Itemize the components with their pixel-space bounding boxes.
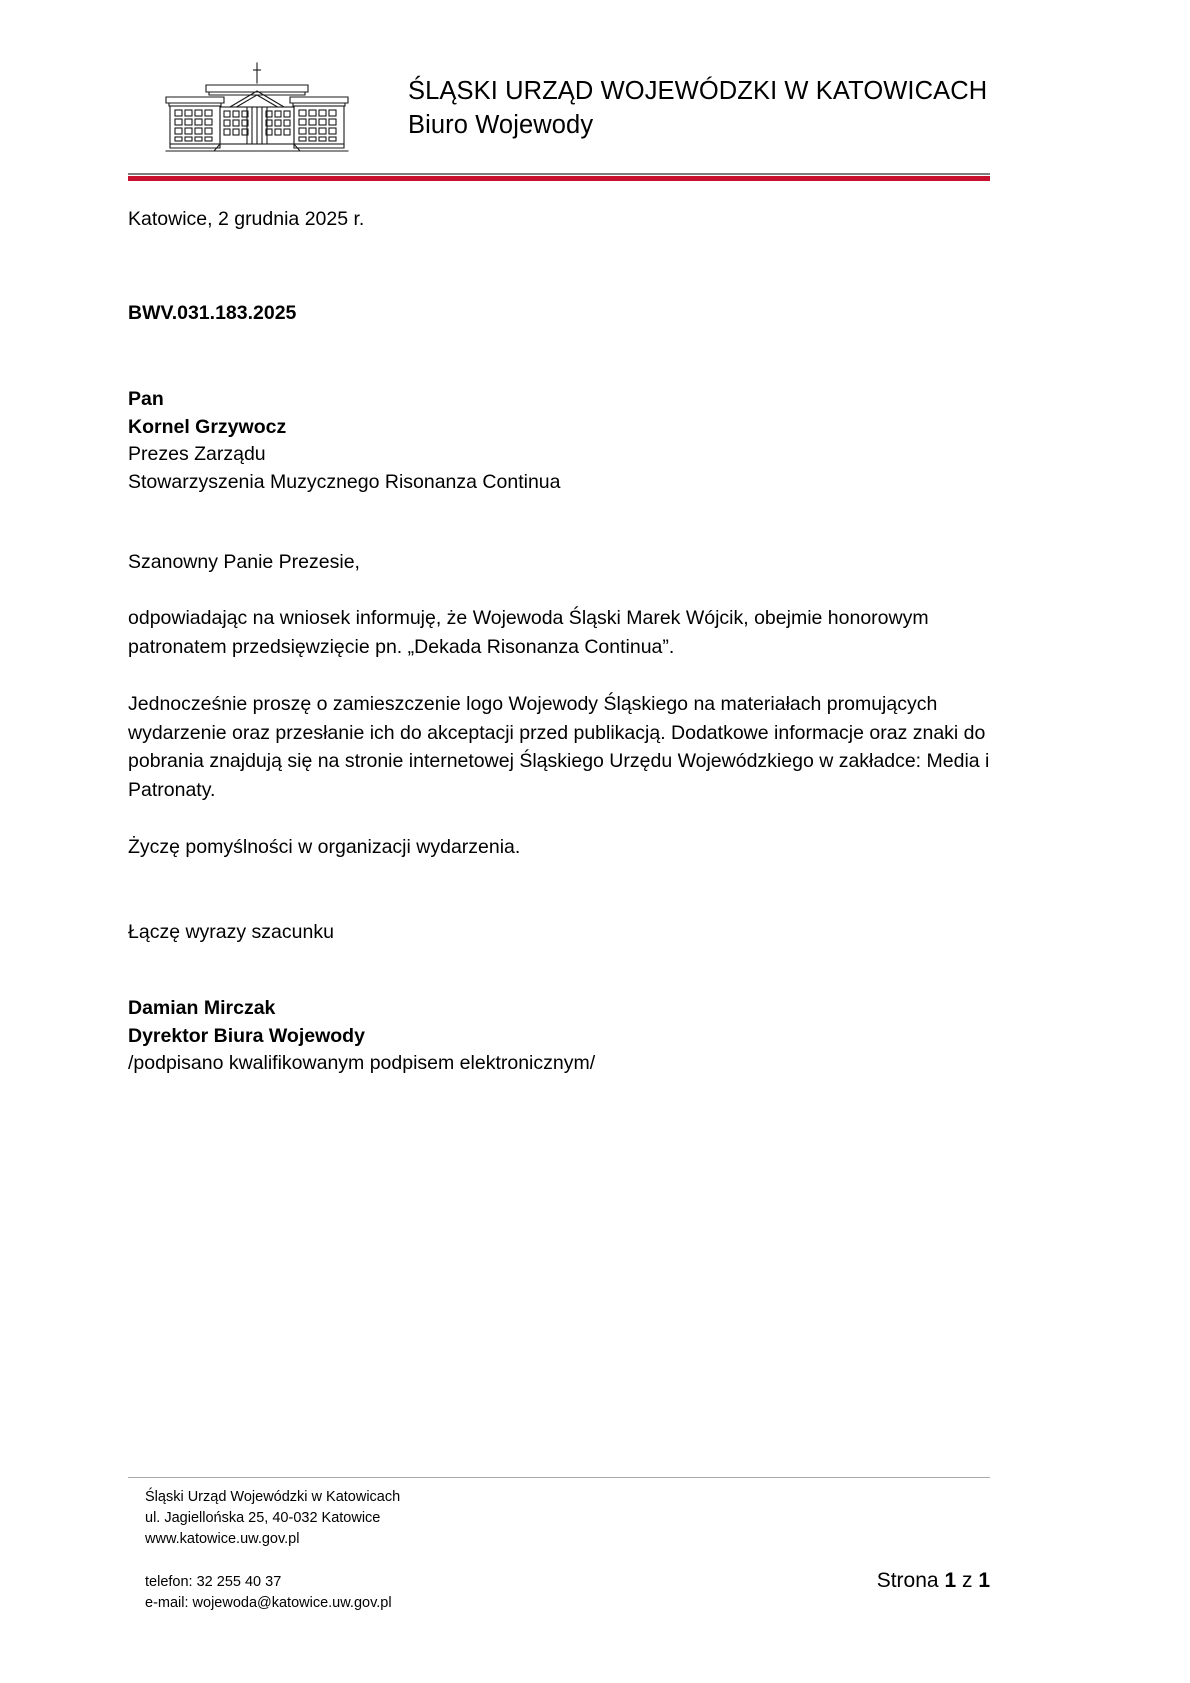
electronic-signature-note: /podpisano kwalifikowanym podpisem elektronicznym/ (128, 1052, 596, 1075)
body-paragraph-3: Życzę pomyślności w organizacji wydarzenia. (128, 836, 521, 859)
addressee-organization: Stowarzyszenia Muzycznego Risonanza Continua (128, 471, 561, 494)
body-paragraph-1: odpowiadając na wniosek informuję, że Wojewoda Śląski Marek Wójcik, obejmie honorowym patronatem przedsięwzięcie pn. „Dekada Risonanza Continua”. (128, 607, 929, 658)
footer-website[interactable]: www.katowice.uw.gov.pl (145, 1530, 300, 1547)
footer-email[interactable]: e-mail: wojewoda@katowice.uw.gov.pl (145, 1594, 392, 1611)
footer-contact (145, 1550, 990, 1614)
organization-block (368, 55, 987, 141)
organization-unit: Biuro Wojewody (408, 111, 594, 140)
place-and-date: Katowice, 2 grudnia 2025 r. (128, 208, 365, 230)
header-divider-red (128, 176, 990, 181)
signatory-name: Damian Mirczak (128, 997, 276, 1020)
letter-body (128, 206, 990, 1078)
footer-phone: telefon: 32 255 40 37 (145, 1573, 282, 1590)
page-total: 1 (978, 1569, 990, 1592)
government-building-icon (146, 61, 368, 157)
letterhead (128, 55, 990, 157)
salutation: Szanowny Panie Prezesie, (128, 550, 360, 573)
page-number (877, 1569, 990, 1593)
organization-name: ŚLĄSKI URZĄD WOJEWÓDZKI W KATOWICACH (408, 77, 988, 105)
closing-phrase: Łączę wyrazy szacunku (128, 920, 334, 943)
page-separator: z (961, 1569, 973, 1592)
signatory-title: Dyrektor Biura Wojewody (128, 1024, 365, 1047)
footer-address: ul. Jagiellońska 25, 40-032 Katowice (145, 1509, 381, 1526)
addressee-block (128, 326, 990, 497)
addressee-honorific: Pan (128, 388, 164, 411)
footer-divider (128, 1477, 990, 1478)
page-current: 1 (944, 1569, 957, 1592)
footer-office: Śląski Urząd Wojewódzki w Katowicach (145, 1489, 401, 1505)
signature-block (128, 945, 990, 1078)
reference-number: BWV.031.183.2025 (128, 301, 297, 324)
page-label-prefix: Strona (876, 1569, 939, 1592)
footer (145, 1487, 990, 1613)
body-paragraph-2: Jednocześnie proszę o zamieszczenie logo Wojewody Śląskiego na materiałach promujących wydarzenie oraz przesłanie ich do akceptacji przed publikacją. Dodatkowe informacje oraz znaki do pobrania znajdują się na stronie internetowej Śląskiego Urzędu Wojewódzkiego w zakładce: Media i Patronaty. (128, 693, 990, 801)
addressee-position: Prezes Zarządu (128, 443, 266, 466)
header-divider-grey (128, 173, 990, 175)
addressee-name: Kornel Grzywocz (128, 415, 287, 438)
